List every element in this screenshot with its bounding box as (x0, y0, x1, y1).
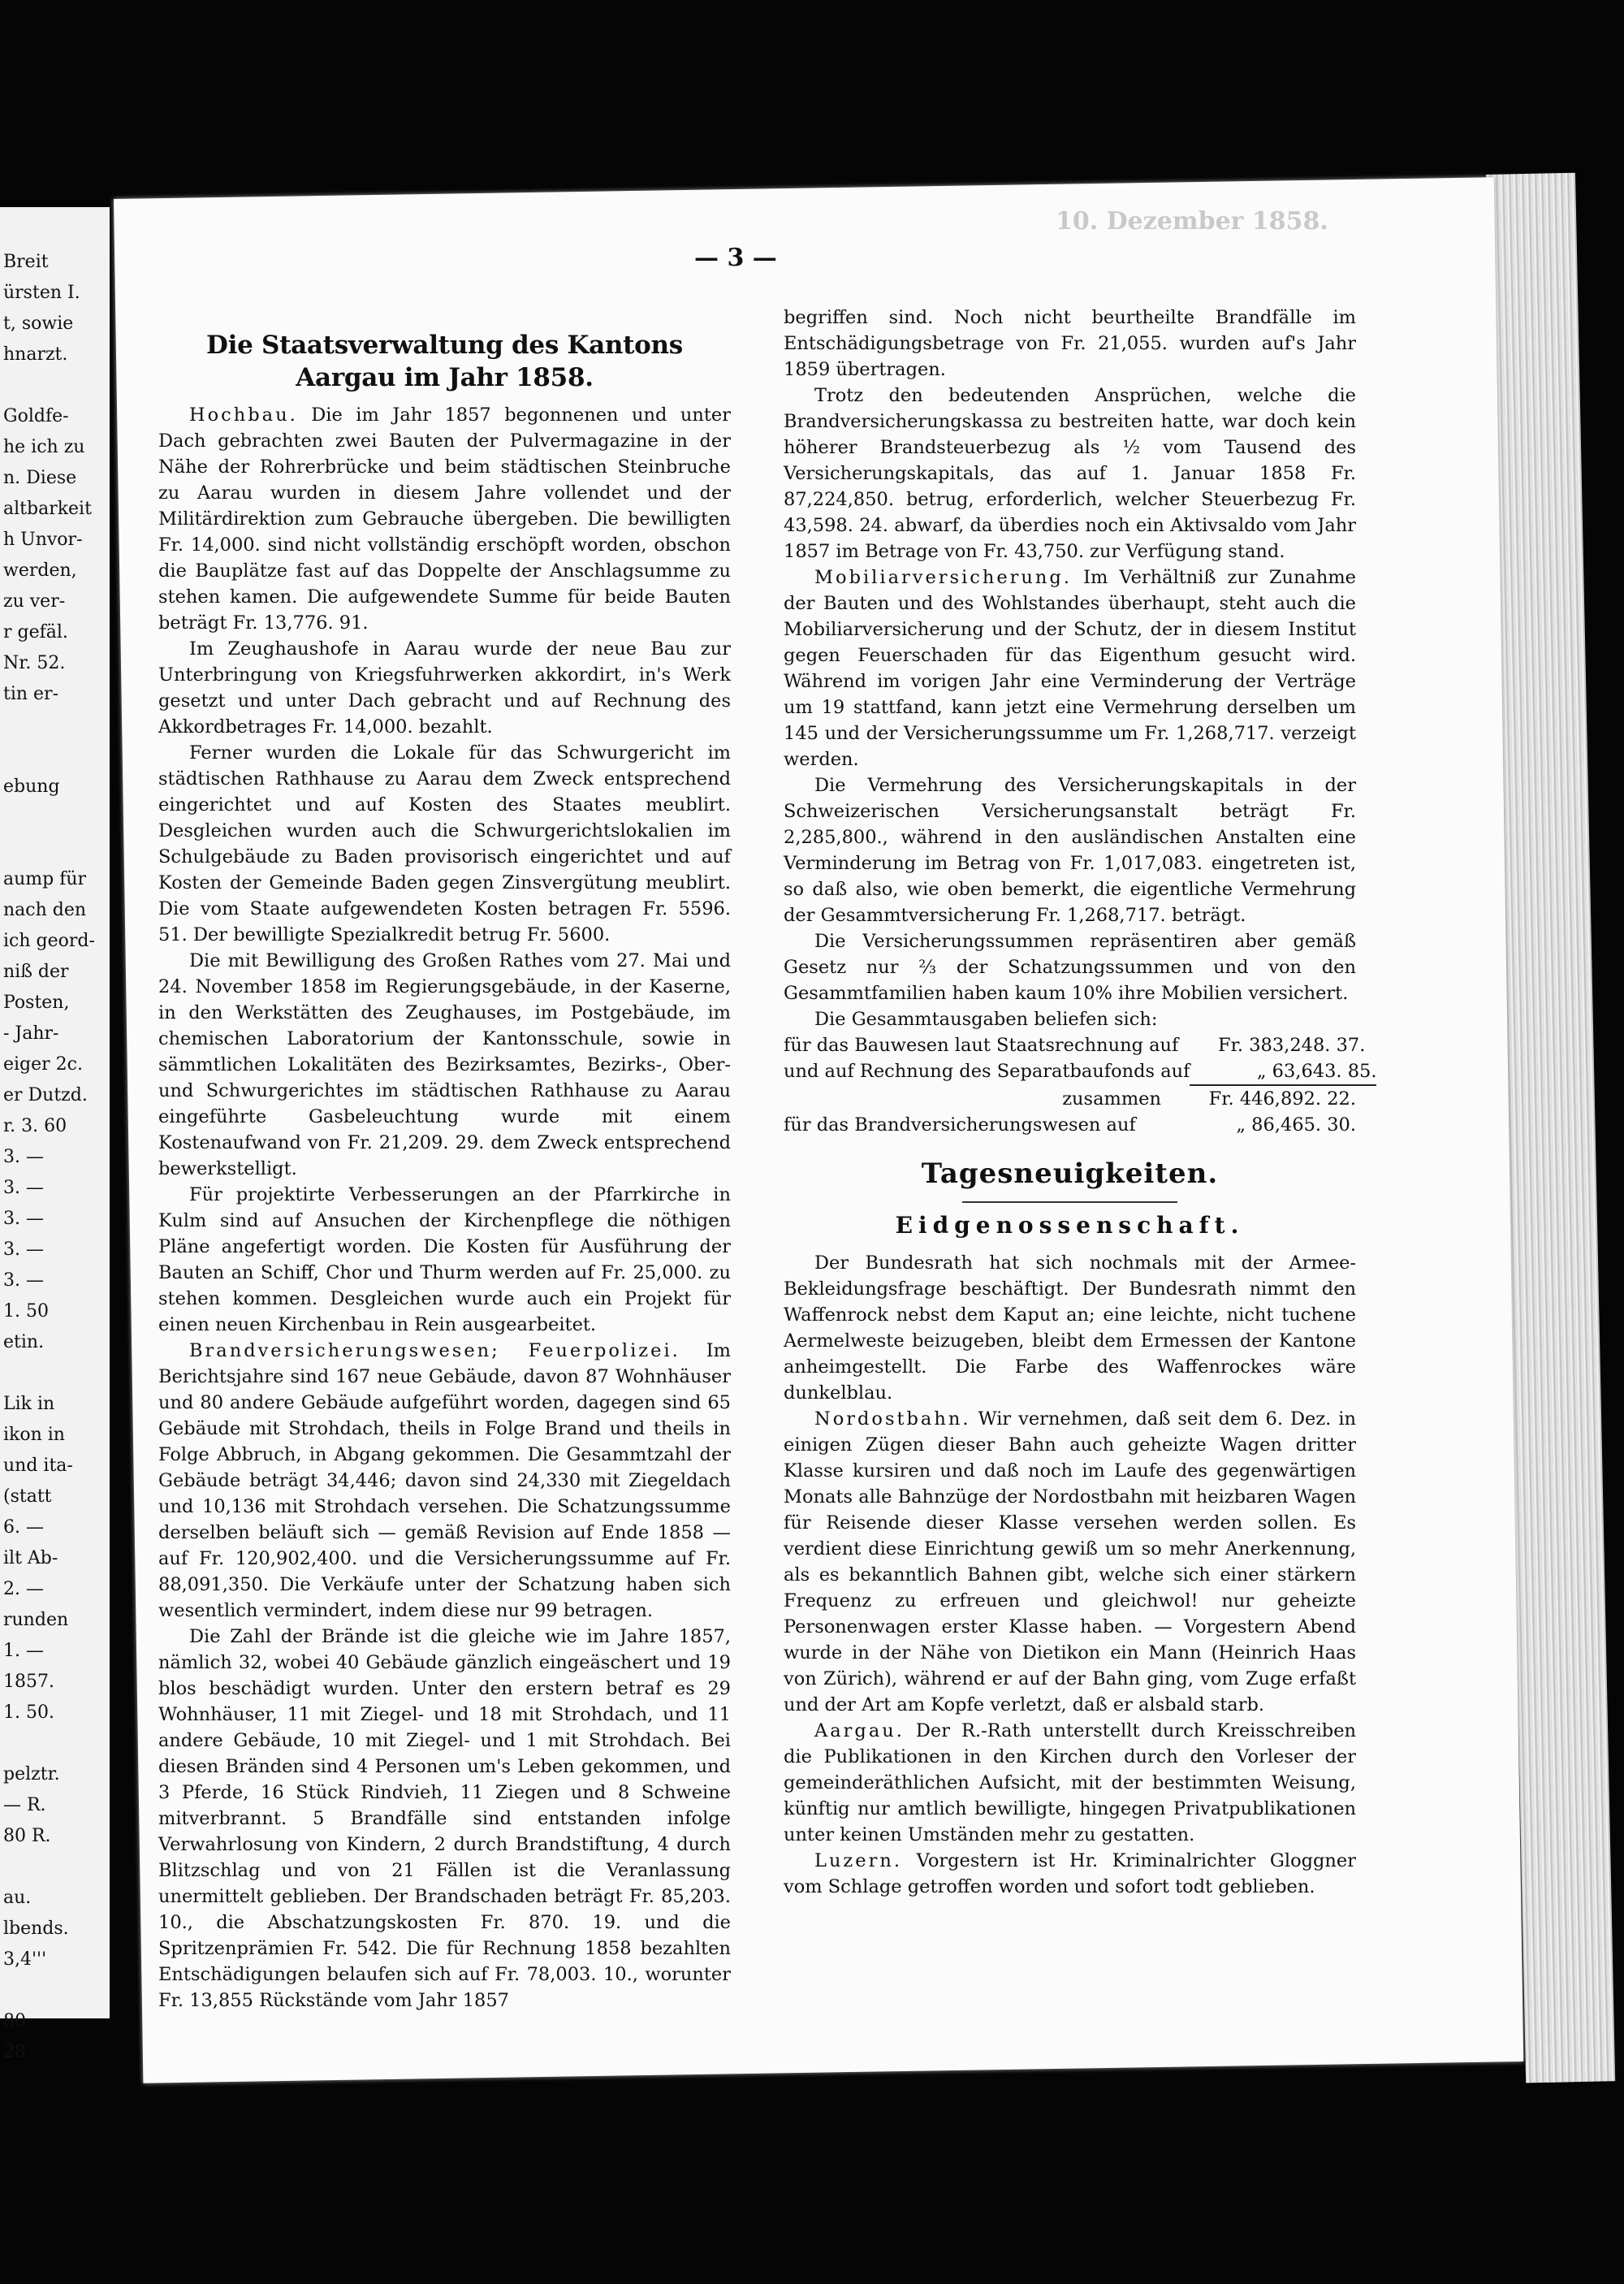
paragraph-text: Die Versicherungssummen repräsentiren aber gemäß Gesetz nur ⅔ der Schatzungssummen und von den Gesammtfamilien haben kaum 10% ihre Mobilien versichert. (784, 931, 1356, 1004)
paragraph-lead: Mobiliarversicherung. (814, 567, 1072, 588)
article-title: Die Staatsverwaltung des Kantons Aargau im Jahr 1858. (206, 331, 683, 392)
margin-line: 28 (3, 2042, 26, 2062)
left-column (158, 313, 731, 2014)
margin-line: — R. (3, 1795, 46, 1815)
title-rule (962, 1201, 1177, 1203)
margin-line: 3,4''' (3, 1949, 47, 1970)
sum-label: und auf Rechnung des Separatbaufonds auf (784, 1061, 1190, 1082)
margin-line: pelztr. (3, 1764, 60, 1784)
paragraph (784, 772, 1356, 928)
left-page-fragment (0, 207, 110, 2062)
paragraph (784, 1718, 1356, 1848)
sum-row (784, 1112, 1356, 1138)
margin-line: ebung (3, 776, 60, 797)
paragraph-text: Wir vernehmen, daß seit dem 6. Dez. in einigen Zügen dieser Bahn auch geheizte Wagen dritter Klasse kursiren und daß noch im Laufe des gegenwärtigen Monats alle Bahnzüge der Nordostbahn mit heizbaren Wagen für Reisende dieser Klasse versehen werden sollen. Es verdient diese Einrichtung gewiß um so mehr Anerkennung, als es bekanntlich Bahnen gibt, welche sich einer stärkern Frequenz zu erfreuen und gleichwol! nur geheizte Personenwagen erster Klasse haben. — Vorgestern Abend wurde in der Nähe von Dietikon ein Mann (Heinrich Haas von Zürich), während er auf der Bahn ging, vom Zuge erfaßt und der Art am Kopfe verletzt, daß er alsbald starb. (784, 1408, 1356, 1715)
paragraph (784, 1006, 1356, 1032)
paragraph (784, 565, 1356, 772)
paragraph-lead: Nordostbahn. (814, 1408, 971, 1430)
paragraph (784, 305, 1356, 383)
margin-line: Breit (3, 252, 49, 272)
paragraph-text: Die im Jahr 1857 begonnenen und unter Dach gebrachten zwei Bauten der Pulvermagazine in der Nähe der Rohrerbrücke und beim städtischen Steinbruche zu Aarau wurden in diesem Jahre vollendet und der Militärdirektion zum Gebrauche übergeben. Die bewilligten Fr. 14,000. sind nicht vollständig erschöpft worden, obschon die Bauplätze fast auf das Doppelte der Anschlagsumme zu stehen kamen. Die aufgewendete Summe für beide Bauten beträgt Fr. 13,776. 91. (158, 404, 731, 634)
paragraph-text: Die Vermehrung des Versicherungskapitals in der Schweizerischen Versicherungsanstalt beträgt Fr. 2,285,800., während in den ausländischen Anstalten eine Verminderung im Betrag von Fr. 1,017,083. eingetreten ist, so daß also, wie oben bemerkt, die eigentliche Vermehrung der Gesammtversicherung Fr. 1,268,717. beträgt. (784, 775, 1356, 926)
paragraph (158, 1338, 731, 1624)
margin-line: n. Diese (3, 468, 77, 488)
paragraph-text: Die mit Bewilligung des Großen Rathes vom 27. Mai und 24. November 1858 im Regierungsgebäude, in der Kaserne, in den Werkstätten des Zeughauses, im Postgebäude, im chemischen Laboratorium der Kantonsschule, sowie in sämmtlichen Lokalitäten des Bezirksamtes, Bezirks-, Ober- und Schwurgerichtes im städtischen Rathhause zu Aarau eingeführte Gasbeleuchtung wurde mit einem Kostenaufwand von Fr. 21,209. 29. dem Zweck entsprechend bewerkstelligt. (158, 950, 731, 1179)
margin-line: zu ver- (3, 591, 66, 612)
margin-line: 3. — (3, 1147, 44, 1167)
faint-header: 10. Dezember 1858. (1056, 207, 1328, 236)
paragraph-lead: Aargau. (814, 1720, 905, 1741)
margin-line: nach den (3, 900, 87, 920)
expense-summary (784, 1032, 1377, 1138)
sum-row (784, 1086, 1356, 1112)
margin-line: r. 3. 60 (3, 1116, 67, 1136)
margin-line: ikon in (3, 1425, 65, 1445)
margin-line: 80 (3, 2011, 26, 2031)
margin-line: t, sowie (3, 314, 74, 334)
right-column-paragraphs (784, 305, 1356, 1032)
news-title: Tagesneuigkeiten. (921, 1157, 1219, 1190)
paragraph (784, 1848, 1356, 1900)
margin-line: und ita- (3, 1456, 73, 1476)
paragraph-text: Der R.-Rath unterstellt durch Kreisschreiben die Publikationen in den Kirchen durch den Vorleser der gemeinderäthlichen Aufsicht, mit der bestimmten Weisung, künftig nur amtlich bewilligte, hingegen Privatpublikationen unter keinen Umständen mehr zu gestatten. (784, 1720, 1356, 1845)
margin-line: 3. — (3, 1178, 44, 1198)
paragraph-text: Im Verhältniß zur Zunahme der Bauten und des Wohlstandes überhaupt, steht auch die Mobiliarversicherung und der Schutz, der in diesem Institut gegen Feuerschaden für das Eigenthum gesucht wird. Während im vorigen Jahr eine Verminderung der Verträge um 19 stattfand, kann jetzt eine Vermehrung derselben um 145 und der Versicherungssumme um Fr. 1,268,717. verzeigt werden. (784, 567, 1356, 770)
margin-line: runden (3, 1610, 69, 1630)
sum-row (784, 1058, 1377, 1086)
margin-line: - Jahr- (3, 1023, 59, 1044)
margin-line: ürsten I. (3, 283, 80, 303)
margin-line: Posten, (3, 993, 70, 1013)
margin-line: lbends. (3, 1918, 69, 1939)
margin-line: he ich zu (3, 437, 85, 457)
margin-line: 3. — (3, 1209, 44, 1229)
section-title: Eidgenossenschaft. (895, 1212, 1245, 1239)
paragraph-text: Ferner wurden die Lokale für das Schwurgericht im städtischen Rathhause zu Aarau dem Zweck entsprechend eingerichtet und auf Kosten des Staates meublirt. Desgleichen wurden auch die Schwurgerichtslokalien im Schulgebäude zu Baden provisorisch eingerichtet und auf Kosten der Gemeinde Baden gegen Zinsvergütung meublirt. Die vom Staate aufgewendeten Kosten betragen Fr. 5596. 51. Der bewilligte Spezialkredit betrug Fr. 5600. (158, 742, 731, 945)
paragraph (784, 928, 1356, 1006)
margin-line: h Unvor- (3, 530, 83, 550)
paragraph (158, 402, 731, 636)
paragraph-text: Im Berichtsjahre sind 167 neue Gebäude, davon 87 Wohnhäuser und 80 andere Gebäude aufgeführt worden, dagegen sind 65 Gebäude mit Strohdach, theils in Folge Brand und theils in Folge Abbruch, in Abgang gekommen. Die Gesammtzahl der Gebäude beträgt 34,446; davon sind 24,330 mit Ziegeldach und 10,136 mit Strohdach versehen. Die Schatzungssumme derselben beläuft sich — gemäß Revision auf Ende 1858 — auf Fr. 120,902,400. und die Versicherungssumme auf Fr. 88,091,350. Die Verkäufe unter der Schatzung haben sich wesentlich vermindert, indem diese nur 99 betragen. (158, 1340, 732, 1621)
margin-line: er Dutzd. (3, 1085, 88, 1105)
paragraph-text: Im Zeughaushofe in Aarau wurde der neue Bau zur Unterbringung von Kriegsfuhrwerken akkordirt, in's Werk gesetzt und unter Dach gebracht und auf Rechnung des Akkordbetrages Fr. 14,000. bezahlt. (158, 638, 731, 738)
margin-line: etin. (3, 1332, 45, 1352)
margin-line: eiger 2c. (3, 1054, 83, 1075)
paragraph-text: Der Bundesrath hat sich nochmals mit der Armee-Bekleidungsfrage beschäftigt. Der Bundesrath nimmt den Waffenrock nebst dem Kaput an; eine leichte, nicht tuchene Aermelweste beizugeben, bleibt dem Ermessen der Kantone anheimgestellt. Die Farbe des Waffenrockes wäre dunkelblau. (784, 1252, 1356, 1404)
margin-line: werden, (3, 560, 77, 581)
margin-line: 1857. (3, 1672, 54, 1692)
sum-amount: „ 86,465. 30. (1236, 1114, 1356, 1136)
margin-line: 1. 50. (3, 1702, 54, 1723)
paragraph (158, 948, 731, 1182)
margin-line: ilt Ab- (3, 1548, 58, 1568)
margin-line: 6. — (3, 1517, 44, 1538)
margin-line: (statt (3, 1486, 52, 1507)
sum-amount: Fr. 383,248. 37. (1218, 1035, 1366, 1056)
sum-label: für das Brandversicherungswesen auf (784, 1114, 1136, 1136)
paragraph (784, 1250, 1356, 1406)
paragraph (158, 1624, 731, 2014)
paragraph (158, 1182, 731, 1338)
paragraph (784, 1406, 1356, 1718)
margin-line: 1. — (3, 1641, 44, 1661)
paragraph-text: Die Gesammtausgaben beliefen sich: (814, 1009, 1158, 1030)
margin-line: ich geord- (3, 931, 95, 951)
paragraph-text: Für projektirte Verbesserungen an der Pfarrkirche in Kulm sind auf Ansuchen der Kirchenpflege die nöthigen Pläne angefertigt worden. Die Kosten für Ausführung der Bauten an Schiff, Chor und Thurm werden auf Fr. 25,000. zu stehen kommen. Desgleichen wurde auch ein Projekt für einen neuen Kirchenbau in Rein ausgearbeitet. (158, 1184, 731, 1335)
news-paragraphs (784, 1250, 1356, 1900)
margin-line: 3. — (3, 1270, 44, 1291)
margin-line: aump für (3, 869, 87, 889)
sum-label: für das Bauwesen laut Staatsrechnung auf (784, 1035, 1179, 1056)
sum-amount: Fr. 446,892. 22. (1208, 1088, 1356, 1110)
margin-line: Lik in (3, 1394, 55, 1414)
margin-line: 80 R. (3, 1826, 51, 1846)
margin-line: tin er- (3, 684, 59, 704)
margin-line: 1. 50 (3, 1301, 49, 1322)
paragraph-lead: Brandversicherungswesen; Feuerpolizei. (189, 1340, 680, 1361)
left-column-paragraphs (158, 402, 731, 2014)
margin-line: r gefäl. (3, 622, 68, 642)
page-number: — 3 — (694, 244, 777, 272)
sum-amount: „ 63,643. 85. (1190, 1058, 1376, 1086)
margin-line: niß der (3, 962, 69, 982)
margin-line: 2. — (3, 1579, 44, 1599)
margin-line: au. (3, 1888, 32, 1908)
paragraph-text: begriffen sind. Noch nicht beurtheilte Brandfälle im Entschädigungsbetrage von Fr. 21,055. wurden auf's Jahr 1859 übertragen. (784, 307, 1356, 380)
paragraph-lead: Luzern. (814, 1850, 903, 1871)
paragraph (158, 636, 731, 740)
paragraph-text: Vorgestern ist Hr. Kriminalrichter Gloggner vom Schlage getroffen worden und sofort todt geblieben. (784, 1850, 1356, 1897)
right-column (784, 305, 1377, 1900)
paragraph-lead: Hochbau. (189, 404, 298, 426)
margin-line: Goldfe- (3, 406, 69, 426)
margin-line: hnarzt. (3, 344, 68, 365)
margin-line: Nr. 52. (3, 653, 66, 673)
margin-line: altbarkeit (3, 499, 92, 519)
sum-row (784, 1032, 1366, 1058)
paragraph-text: Trotz den bedeutenden Ansprüchen, welche die Brandversicherungskassa zu bestreiten hatte, war doch kein höherer Brandsteuerbezug als ½ vom Tausend des Versicherungskapitals, das auf 1. Januar 1858 Fr. 87,224,850. betrug, erforderlich, welcher Steuerbezug Fr. 43,598. 24. abwarf, da überdies noch ein Aktivsaldo vom Jahr 1857 im Betrage von Fr. 43,750. zur Verfügung stand. (784, 385, 1356, 562)
paragraph (158, 740, 731, 948)
paragraph (784, 383, 1356, 565)
paragraph-text: Die Zahl der Brände ist die gleiche wie im Jahre 1857, nämlich 32, wobei 40 Gebäude gänzlich eingeäschert und 19 blos beschädigt wurden. Unter den erstern betraf es 29 Wohnhäuser, 11 mit Ziegel- und 18 mit Strohdach, und 11 andere Gebäude, 10 mit Ziegel- und 1 mit Strohdach. Bei diesen Bränden sind 4 Personen um's Leben gekommen, und 3 Pferde, 16 Stück Rindvieh, 11 Ziegen und 8 Schweine mitverbrannt. 5 Brandfälle sind entstanden infolge Verwahrlosung von Kindern, 2 durch Brandstiftung, 4 durch Blitzschlag und von 21 Fällen ist die Veranlassung unermittelt geblieben. Der Brandschaden beträgt Fr. 85,203. 10., die Abschatzungskosten Fr. 870. 19. und die Spritzenprämien Fr. 542. Die für Rechnung 1858 bezahlten Entschädigungen belaufen sich auf Fr. 78,003. 10., worunter Fr. 13,855 Rückstände vom Jahr 1857 (158, 1626, 731, 2011)
margin-line: 3. — (3, 1239, 44, 1260)
sum-label: zusammen (1062, 1088, 1161, 1110)
